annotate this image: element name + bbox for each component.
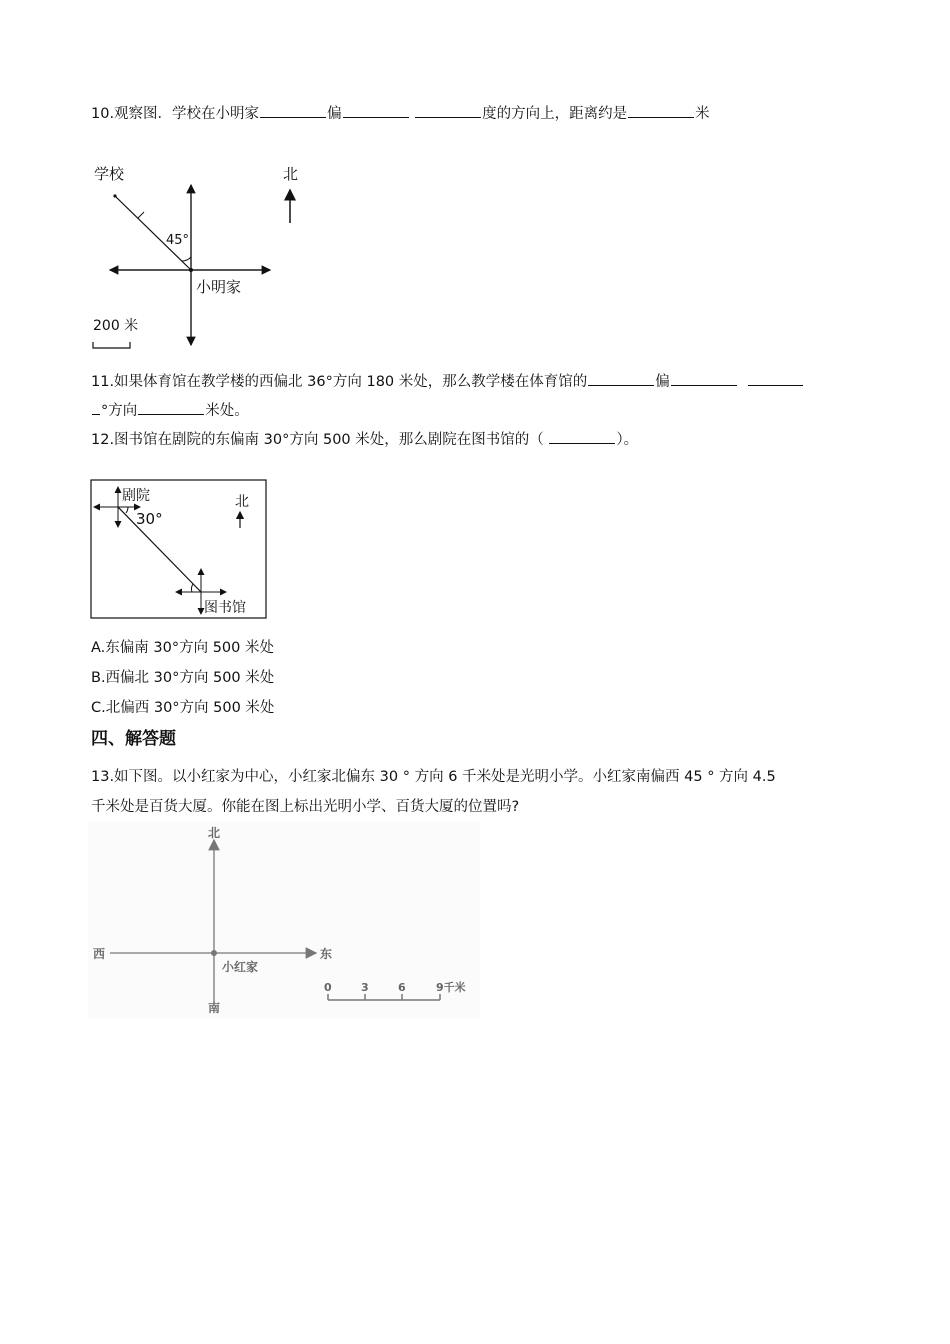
q10-text-part2: 偏 [327, 106, 342, 122]
q12-text [91, 429, 638, 450]
q10-blank-2[interactable] [343, 103, 409, 118]
q12-text-part1: 12.图书馆在剧院的东偏南 30°方向 500 米处，那么剧院在图书馆的（ [91, 432, 544, 448]
q13-scale-label-6: 6 [398, 981, 406, 994]
q11-text-part1: 11.如果体育馆在教学楼的西偏北 36°方向 180 米处，那么教学楼在体育馆的 [91, 374, 588, 390]
q11-blank-3-cont[interactable] [92, 400, 100, 415]
q11-line2 [91, 400, 249, 421]
q10-label-home: 小明家 [196, 278, 242, 296]
q13-figure [88, 822, 480, 1018]
q13-figure-bg [88, 822, 480, 1018]
q13-line1: 13.如下图。以小红家为中心，小红家北偏东 30 ° 方向 6 千米处是光明小学。小红家南偏西 45 ° 方向 4.5 [91, 769, 776, 785]
q13-label-east: 东 [320, 947, 333, 961]
q12-option-c[interactable]: C.北偏西 30°方向 500 米处 [91, 700, 275, 716]
q13-center-point [211, 950, 217, 956]
q10-blank-1[interactable] [260, 103, 326, 118]
q12-text-part2: ）。 [616, 432, 639, 448]
q10-label-north: 北 [283, 165, 299, 183]
q12-library-arc [191, 584, 193, 592]
q10-angle-arc [182, 257, 191, 261]
q12-label-north: 北 [235, 494, 249, 510]
q12-label-angle: 30° [136, 510, 163, 528]
q12-option-a[interactable]: A.东偏南 30°方向 500 米处 [91, 640, 274, 656]
q10-tick-mark [138, 212, 144, 218]
q11-blank-1[interactable] [588, 371, 654, 386]
q10-label-angle: 45° [166, 233, 190, 248]
q12-angle-arc [126, 507, 128, 513]
q12-figure [90, 479, 268, 620]
q12-option-b[interactable]: B.西偏北 30°方向 500 米处 [91, 670, 275, 686]
q11-line1 [91, 371, 804, 392]
q10-text-part1: 10.观察图．学校在小明家 [91, 106, 260, 122]
q12-blank[interactable] [549, 429, 615, 444]
q12-label-library: 图书馆 [204, 600, 246, 616]
q13-label-north: 北 [208, 826, 221, 840]
q12-label-theater: 剧院 [122, 488, 150, 504]
q13-label-south: 南 [208, 1001, 221, 1015]
q11-blank-2[interactable] [671, 371, 737, 386]
q13-label-west: 西 [93, 947, 106, 961]
q10-text [91, 103, 710, 124]
section-heading: 四、解答题 [91, 729, 176, 749]
q11-text-part3: °方向 [101, 403, 138, 419]
q10-blank-4[interactable] [628, 103, 694, 118]
q11-text-part4: 米处。 [205, 403, 249, 419]
q10-text-part3: 度的方向上，距离约是 [482, 106, 628, 122]
q13-line2: 千米处是百货大厦。你能在图上标出光明小学、百货大厦的位置吗? [91, 799, 520, 815]
q11-text-part2: 偏 [655, 374, 670, 390]
q10-text-part4: 米 [695, 106, 710, 122]
q13-scale-label-9: 9千米 [436, 981, 466, 994]
q11-blank-4[interactable] [138, 400, 204, 415]
q10-label-school: 学校 [94, 165, 125, 183]
q13-label-center: 小红家 [222, 960, 259, 974]
q10-blank-3[interactable] [415, 103, 481, 118]
q10-center-point [189, 268, 193, 272]
q11-blank-3[interactable] [748, 371, 803, 386]
q13-scale-label-0: 0 [324, 981, 332, 994]
q13-scale-label-3: 3 [361, 981, 369, 994]
q10-scale-bar [93, 342, 130, 348]
q10-label-scale: 200 米 [93, 318, 139, 334]
q10-figure [88, 160, 308, 355]
q10-school-point [113, 194, 116, 197]
